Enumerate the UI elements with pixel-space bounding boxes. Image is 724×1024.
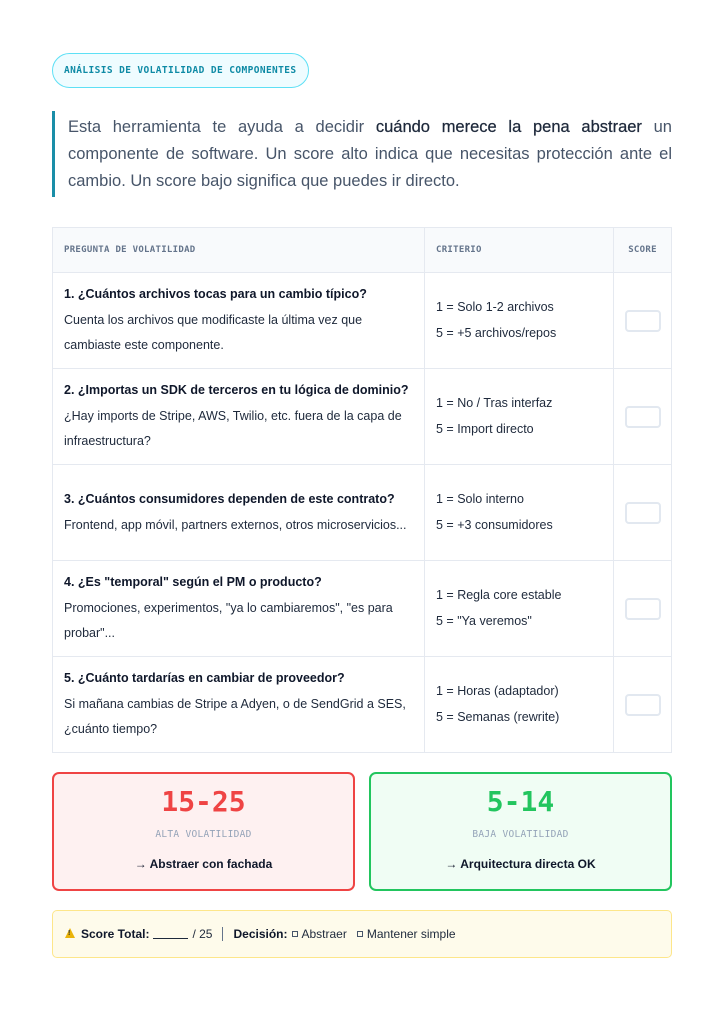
score-total-max: / 25 bbox=[192, 927, 213, 941]
question-description: Si mañana cambias de Stripe a Adyen, o de SendGrid a SES, ¿cuánto tiempo? bbox=[64, 696, 406, 737]
question-cell bbox=[53, 657, 425, 753]
score-cell bbox=[614, 561, 672, 657]
intro-text-before: Esta herramienta te ayuda a decidir bbox=[68, 118, 376, 136]
score-input[interactable] bbox=[625, 598, 661, 620]
criteria-cell bbox=[425, 369, 614, 465]
criteria-low: 1 = Solo interno bbox=[436, 492, 524, 506]
score-input[interactable] bbox=[625, 694, 661, 716]
question-title: 1. ¿Cuántos archivos tocas para un cambio típico? bbox=[64, 287, 367, 302]
criteria-cell bbox=[425, 465, 614, 561]
criteria-low: 1 = No / Tras interfaz bbox=[436, 396, 553, 410]
score-total-label: Score Total: bbox=[81, 927, 150, 941]
option-mantener-simple: Mantener simple bbox=[366, 927, 456, 941]
score-cell bbox=[614, 369, 672, 465]
score-cell bbox=[614, 657, 672, 753]
question-cell bbox=[53, 561, 425, 657]
warning-icon bbox=[65, 928, 75, 938]
table-row bbox=[53, 657, 672, 753]
criteria-high: 5 = "Ya veremos" bbox=[436, 613, 532, 628]
score-ranges bbox=[52, 772, 672, 891]
high-volatility-card bbox=[52, 772, 355, 891]
criteria-cell bbox=[425, 273, 614, 369]
criteria-low: 1 = Regla core estable bbox=[436, 588, 562, 602]
header-question: PREGUNTA DE VOLATILIDAD bbox=[53, 228, 425, 273]
criteria-high: 5 = Import directo bbox=[436, 421, 534, 436]
question-title: 4. ¿Es "temporal" según el PM o producto? bbox=[64, 575, 322, 590]
question-description: Frontend, app móvil, partners externos, otros microservicios... bbox=[64, 517, 407, 532]
section-badge: ANÁLISIS DE VOLATILIDAD DE COMPONENTES bbox=[52, 53, 309, 88]
table-row bbox=[53, 561, 672, 657]
score-cell bbox=[614, 273, 672, 369]
score-cell bbox=[614, 465, 672, 561]
high-range-value: 15-25 bbox=[161, 785, 246, 818]
question-cell bbox=[53, 273, 425, 369]
high-range-label: ALTA VOLATILIDAD bbox=[155, 829, 252, 840]
table-row bbox=[53, 273, 672, 369]
divider bbox=[222, 927, 223, 941]
criteria-cell bbox=[425, 657, 614, 753]
question-cell bbox=[53, 465, 425, 561]
low-range-action: → Arquitectura directa OK bbox=[445, 857, 596, 871]
header-criteria: CRITERIO bbox=[425, 228, 614, 273]
question-title: 2. ¿Importas un SDK de terceros en tu lógica de dominio? bbox=[64, 383, 409, 398]
question-description: Promociones, experimentos, "ya lo cambiaremos", "es para probar"... bbox=[64, 600, 393, 641]
table-header-row bbox=[53, 228, 672, 273]
criteria-cell bbox=[425, 561, 614, 657]
criteria-low: 1 = Horas (adaptador) bbox=[436, 684, 559, 698]
option-abstraer: Abstraer bbox=[301, 927, 347, 941]
intro-text-after: un componente de software. Un score alto indica que necesitas protección ante el cambio. Un score bajo significa que puedes ir directo. bbox=[68, 118, 672, 190]
question-cell bbox=[53, 369, 425, 465]
question-description: ¿Hay imports de Stripe, AWS, Twilio, etc. fuera de la capa de infraestructura? bbox=[64, 408, 402, 449]
low-volatility-card bbox=[369, 772, 672, 891]
high-range-action: → Abstraer con fachada bbox=[134, 857, 273, 871]
header-score: SCORE bbox=[614, 228, 672, 273]
table-row bbox=[53, 369, 672, 465]
low-range-value: 5-14 bbox=[486, 785, 555, 818]
criteria-high: 5 = +3 consumidores bbox=[436, 517, 553, 532]
table-row bbox=[53, 465, 672, 561]
question-description: Cuenta los archivos que modificaste la última vez que cambiaste este componente. bbox=[64, 312, 363, 353]
low-range-label: BAJA VOLATILIDAD bbox=[472, 829, 569, 840]
decision-label: Decisión: bbox=[233, 927, 288, 941]
checkbox-abstraer[interactable] bbox=[292, 931, 298, 937]
criteria-high: 5 = +5 archivos/repos bbox=[436, 325, 557, 340]
score-input[interactable] bbox=[625, 406, 661, 428]
question-title: 5. ¿Cuánto tardarías en cambiar de proveedor? bbox=[64, 671, 345, 686]
score-input[interactable] bbox=[625, 310, 661, 332]
score-total-blank[interactable] bbox=[153, 929, 188, 939]
criteria-low: 1 = Solo 1-2 archivos bbox=[436, 300, 554, 314]
volatility-table bbox=[52, 227, 672, 753]
question-title: 3. ¿Cuántos consumidores dependen de este contrato? bbox=[64, 492, 395, 506]
intro-paragraph bbox=[52, 111, 672, 197]
intro-emphasis: cuándo merece la pena abstraer bbox=[375, 118, 642, 136]
criteria-high: 5 = Semanas (rewrite) bbox=[436, 709, 560, 724]
checkbox-mantener-simple[interactable] bbox=[357, 931, 363, 937]
score-summary-bar bbox=[52, 910, 672, 958]
score-input[interactable] bbox=[625, 502, 661, 524]
